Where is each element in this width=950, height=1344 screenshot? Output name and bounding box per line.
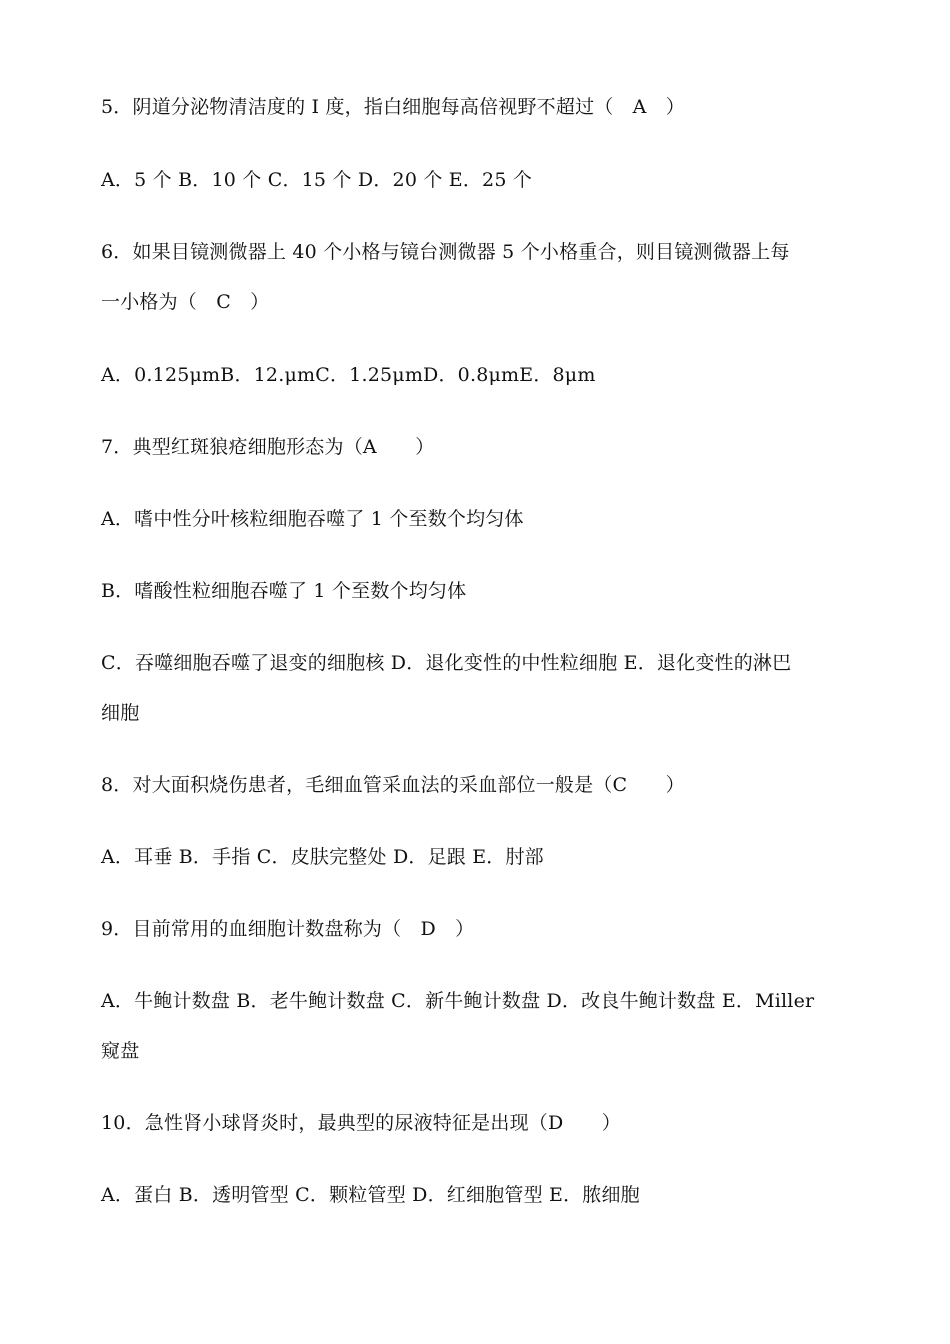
- question-6-text: 6．如果目镜测微器上 40 个小格与镜台测微器 5 个小格重合，则目镜测微器上每: [101, 241, 790, 263]
- question-7-option-a: A．嗜中性分叶核粒细胞吞噬了 1 个至数个均匀体: [101, 508, 524, 530]
- question-8-options: A．耳垂 B．手指 C．皮肤完整处 D．足跟 E．肘部: [101, 846, 544, 868]
- question-7-option-b: B．嗜酸性粒细胞吞噬了 1 个至数个均匀体: [101, 580, 467, 602]
- question-5-options: A．5 个 B．10 个 C．15 个 D．20 个 E．25 个: [101, 169, 533, 191]
- question-9-options: A．牛鲍计数盘 B．老牛鲍计数盘 C．新牛鲍计数盘 D．改良牛鲍计数盘 E．Miller: [101, 990, 815, 1012]
- question-10-options: A．蛋白 B．透明管型 C．颗粒管型 D．红细胞管型 E．脓细胞: [101, 1184, 640, 1206]
- question-10-text: 10．急性肾小球肾炎时，最典型的尿液特征是出现（D ）: [101, 1112, 622, 1134]
- question-9-text: 9．目前常用的血细胞计数盘称为（ D ）: [101, 918, 475, 940]
- question-7-text: 7．典型红斑狼疮细胞形态为（A ）: [101, 436, 435, 458]
- question-9-options-cont: 窥盘: [101, 1040, 140, 1062]
- question-6-text-cont: 一小格为（ C ）: [101, 291, 270, 313]
- question-7-options-cont: 细胞: [101, 702, 140, 724]
- question-5-text: 5．阴道分泌物清洁度的 I 度，指白细胞每高倍视野不超过（ A ）: [101, 96, 685, 118]
- question-8-text: 8．对大面积烧伤患者，毛细血管采血法的采血部位一般是（C ）: [101, 774, 685, 796]
- question-6-options: A．0.125μmB．12.μmC．1.25μmD．0.8μmE．8μm: [101, 364, 596, 386]
- question-7-options-cde: C．吞噬细胞吞噬了退变的细胞核 D．退化变性的中性粒细胞 E．退化变性的淋巴: [101, 652, 792, 674]
